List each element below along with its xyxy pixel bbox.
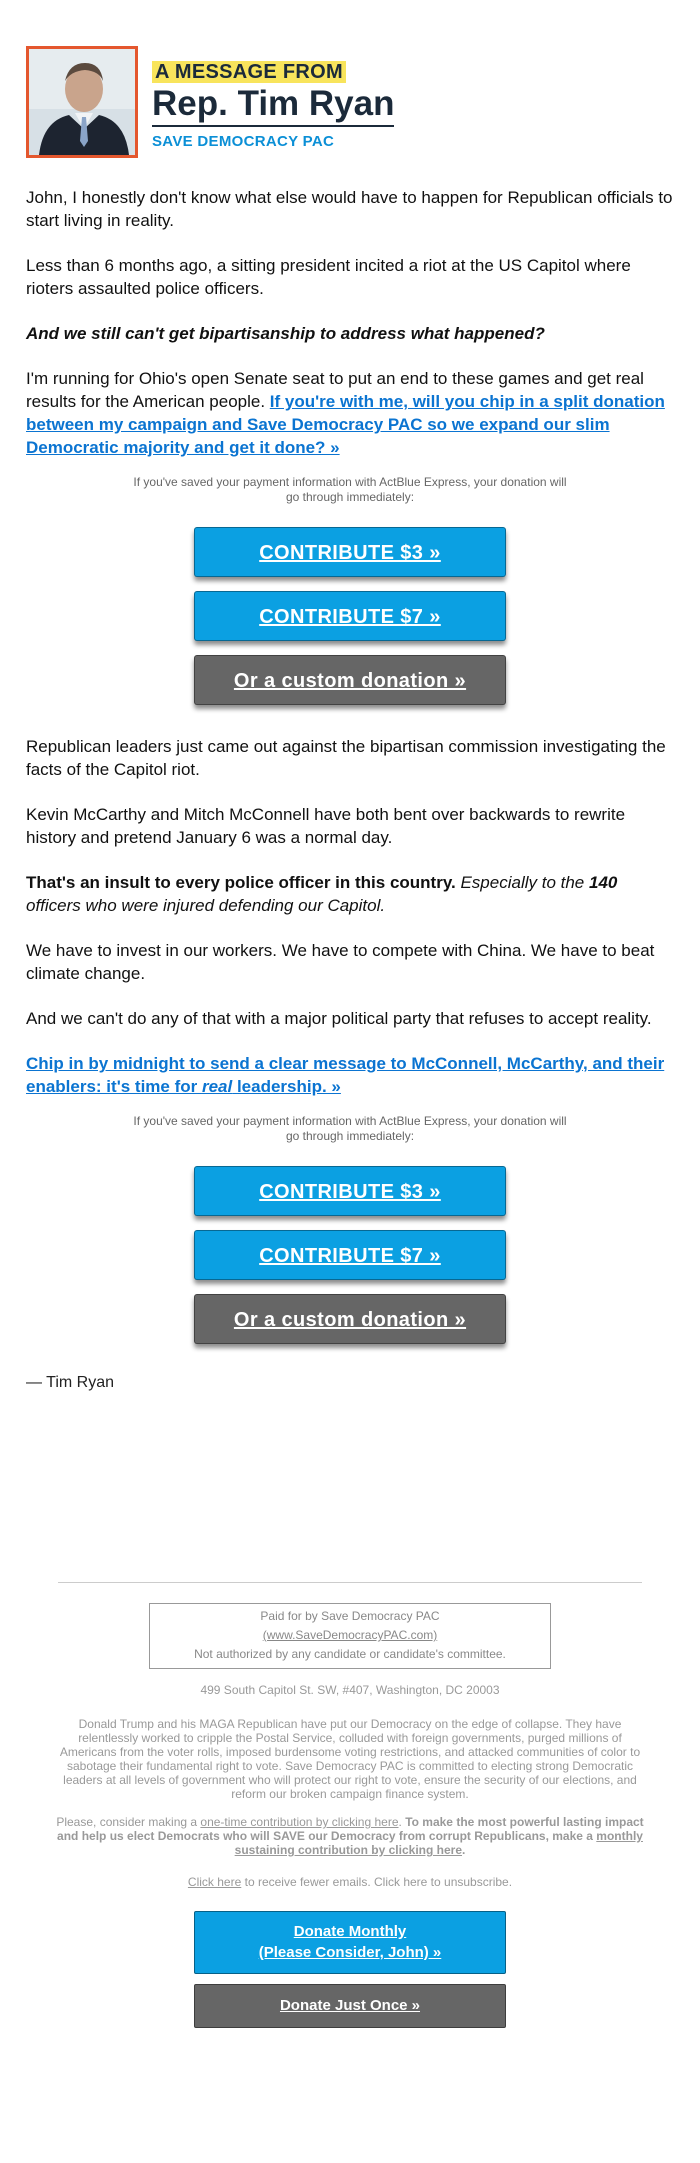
paid-for-text: Paid for by Save Democracy PAC [260,1609,440,1623]
body-paragraph-10 [26,1052,674,1098]
sender-name: Rep. Tim Ryan [152,85,394,127]
signature: — Tim Ryan [26,1374,115,1391]
link-emphasis: real [201,1077,233,1096]
footer-bold-text: To make the most powerful lasting impact and help us elect Democrats who will SAVE our Democracy from corrupt Republicans, make a [57,1815,644,1843]
button-label: (Please Consider, John) » [258,1944,442,1961]
italic-text: officers who were injured defending our Capitol. [26,896,386,915]
body-paragraph-9: And we can't do any of that with a major political party that refuses to accept reality. [26,1009,652,1028]
body-paragraph-7 [26,871,674,917]
chip-in-link[interactable] [26,1054,664,1096]
donate-monthly-button[interactable] [194,1911,506,1974]
bold-statement: That's an insult to every police officer in this country. [26,873,456,892]
disclaimer-box [149,1603,551,1669]
donation-buttons-1 [26,527,674,705]
footer-text: . [462,1843,466,1857]
footer-text: . [398,1815,406,1829]
italic-text: Especially to the [455,873,589,892]
donation-buttons-2 [26,1166,674,1344]
paragraph-text: I'm running for Ohio's open Senate seat to put an end to these games and get real results for the American people. [26,369,644,411]
email-preferences [50,1875,650,1889]
footer-text: to receive fewer emails. Click here to unsubscribe. [241,1875,513,1889]
body-paragraph-5: Republican leaders just came out against the bipartisan commission investigating the facts of the Capitol riot. [26,737,666,779]
contribute-7-button[interactable]: CONTRIBUTE $7 » [194,591,506,641]
actblue-express-note: If you've saved your payment information with ActBlue Express, your donation will go through immediately: [133,475,567,504]
not-authorized-text: Not authorized by any candidate or candidate's committee. [194,1647,506,1661]
actblue-express-note: If you've saved your payment information with ActBlue Express, your donation will go through immediately: [133,1114,567,1143]
body-paragraph-3: And we still can't get bipartisanship to address what happened? [26,324,545,343]
body-paragraph-1: John, I honestly don't know what else would have to happen for Republican officials to start living in reality. [26,188,673,230]
portrait-image [29,49,135,155]
website-link[interactable]: (www.SaveDemocracyPAC.com) [262,1628,438,1642]
header-text [152,55,394,150]
split-donation-link[interactable]: If you're with me, will you chip in a split donation between my campaign and Save Democracy PAC so we expand our slim Democratic majority and get it done? » [26,392,665,457]
body-paragraph-2: Less than 6 months ago, a sitting president incited a riot at the US Capitol where rioters assaulted police officers. [26,256,631,298]
footer-text: Please, consider making a [56,1815,201,1829]
monthly-contribution-link[interactable]: monthly sustaining contribution by clicking here [234,1829,643,1857]
button-label: Donate Monthly [293,1923,407,1940]
body-paragraph-8: We have to invest in our workers. We have to compete with China. We have to beat climate change. [26,941,655,983]
mailing-address: 499 South Capitol St. SW, #407, Washington, DC 20003 [200,1683,500,1697]
contribute-3-button[interactable]: CONTRIBUTE $3 » [194,1166,506,1216]
pac-name: SAVE DEMOCRACY PAC [152,132,335,150]
custom-donation-button[interactable]: Or a custom donation » [194,655,506,705]
one-time-contribution-link[interactable]: one-time contribution by clicking here [200,1815,399,1829]
body-paragraph-6: Kevin McCarthy and Mitch McConnell have both bent over backwards to rewrite history and pretend January 6 was a normal day. [26,805,626,847]
footer-divider [58,1582,642,1583]
link-text: leadership. » [232,1077,341,1096]
email-header [26,0,674,158]
donate-once-button[interactable]: Donate Just Once » [194,1984,506,2028]
footer-buttons [26,1911,674,2028]
contribute-7-button[interactable]: CONTRIBUTE $7 » [194,1230,506,1280]
custom-donation-button[interactable]: Or a custom donation » [194,1294,506,1344]
officers-count: 140 [589,873,618,892]
message-from-label: A MESSAGE FROM [152,61,346,83]
candidate-photo [26,46,138,158]
fewer-emails-link[interactable]: Click here [187,1875,242,1889]
link-text: Chip in by midnight to send a clear message to McConnell, McCarthy, and their enablers: it's time for [26,1054,665,1096]
body-paragraph-4 [26,367,674,459]
contribute-3-button[interactable]: CONTRIBUTE $3 » [194,527,506,577]
about-pac-text: Donald Trump and his MAGA Republican have put our Democracy on the edge of collapse. They have relentlessly worked to cripple the Postal Service, colluded with foreign governments, purged millions of Americans from the voter rolls, imposed burdensome voting restrictions, and attacked communities of color to sabotage their fundamental right to vote. Save Democracy PAC is committed to electing strong Democratic leaders at all levels of government who will protect our right to vote, ensure the security of our elections, and reform our broken campaign finance system. [59,1717,641,1801]
consider-contribution-text [50,1815,650,1857]
